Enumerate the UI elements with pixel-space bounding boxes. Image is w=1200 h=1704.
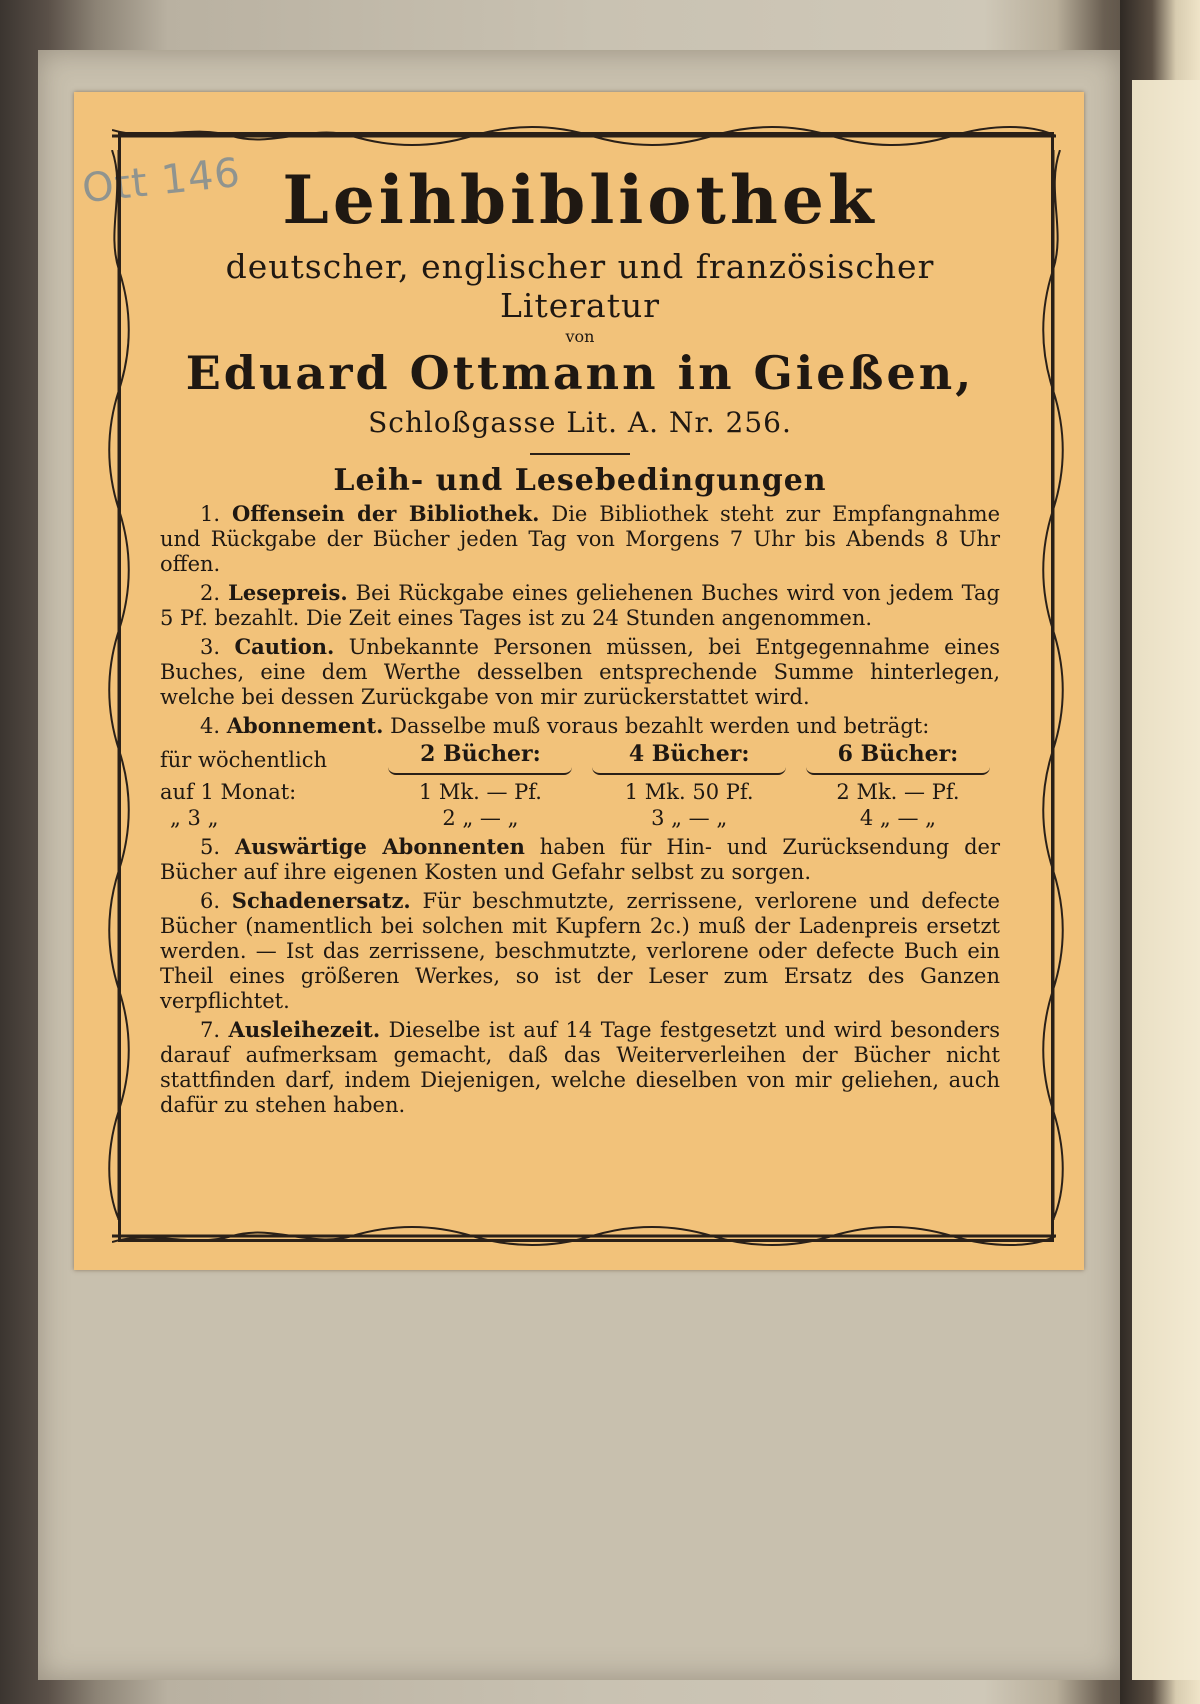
price-col-header: 4 Bücher: [582,741,796,779]
rule-1: 1. Offensein der Bibliothek. Die Bibliothek steht zur Empfangnahme und Rückgabe der Bücher jeden Tag von Morgens 7 Uhr bis Abends 8 Uhr offen. [160,500,1000,576]
price-cell: 2 Mk. — Pf. [836,779,960,804]
subscription-price-table [160,741,1000,831]
price-row [160,779,1000,805]
rule-3: 3. Caution. Unbekannte Personen müssen, bei Entgegennahme eines Buches, eine dem Werthe desselben entsprechende Summe hinterlegen, welche bei dessen Zurückgabe von mir zurückerstattet wird. [160,633,1000,709]
price-cell: 1 Mk. 50 Pf. [624,779,754,804]
label-von: von [565,326,595,346]
label-title: Leihbibliothek [282,161,878,239]
label-content [160,160,1000,1118]
price-header-row [160,741,1000,779]
price-cell: 1 Mk. — Pf. [418,779,542,804]
owner-name: Eduard Ottmann in Gießen, [185,345,975,400]
bottom-ornament-border [112,1224,1056,1248]
price-cell: 2 „ — „ [442,805,519,830]
facing-page-edge [1132,80,1200,1680]
price-row-label-header: für wöchentlich [160,747,328,772]
rule-4: 4. Abonnement. Dasselbe muß voraus bezahlt werden und beträgt: [200,712,930,738]
price-cell: 3 „ — „ [651,805,728,830]
top-ornament-border [112,124,1056,148]
price-row-label: „ 3 „ [170,805,219,830]
rule-6: 6. Schadenersatz. Für beschmutzte, zerrissene, verlorene und defecte Bücher (namentlich bei solchen mit Kupfern 2c.) muß der Ladenpreis ersetzt werden. — Ist das zerrissene, beschmutzte, verlorene oder defecte Buch ein Theil eines größeren Werkes, so ist der Leser zum Ersatz des Ganzen verpflichtet. [160,887,1000,1013]
left-ornament-border [106,150,132,1220]
price-row-label: auf 1 Monat: [160,779,297,804]
rule-2: 2. Lesepreis. Bei Rückgabe eines geliehenen Buches wird von jedem Tag 5 Pf. bezahlt. Die Zeit eines Tages ist zu 24 Stunden angenommen. [160,579,1000,630]
right-ornament-border [1040,150,1066,1220]
owner-address: Schloßgasse Lit. A. Nr. 256. [368,405,792,439]
shelf-mark: Ott 146 [80,149,243,213]
price-row [160,805,1000,831]
conditions-heading: Leih- und Lesebedingungen [333,462,827,498]
divider-rule [530,453,630,455]
rule-7: 7. Ausleihezeit. Dieselbe ist auf 14 Tage festgesetzt und wird besonders darauf aufmerksam gemacht, daß das Weiterverleihen der Bücher nicht stattfinden darf, indem Diejenigen, welche dieselben von mir geliehen, auch dafür zu stehen haben. [160,1016,1001,1117]
price-cell: 4 „ — „ [859,805,937,830]
label-subtitle: deutscher, englischer und französischer Literatur [225,246,935,325]
price-col-header: 6 Bücher: [796,741,1000,779]
rule-5: 5. Auswärtige Abonnenten haben für Hin- und Zurücksendung der Bücher auf ihre eigenen Kosten und Gefahr selbst zu sorgen. [160,833,1000,884]
price-col-header: 2 Bücher: [378,741,582,779]
